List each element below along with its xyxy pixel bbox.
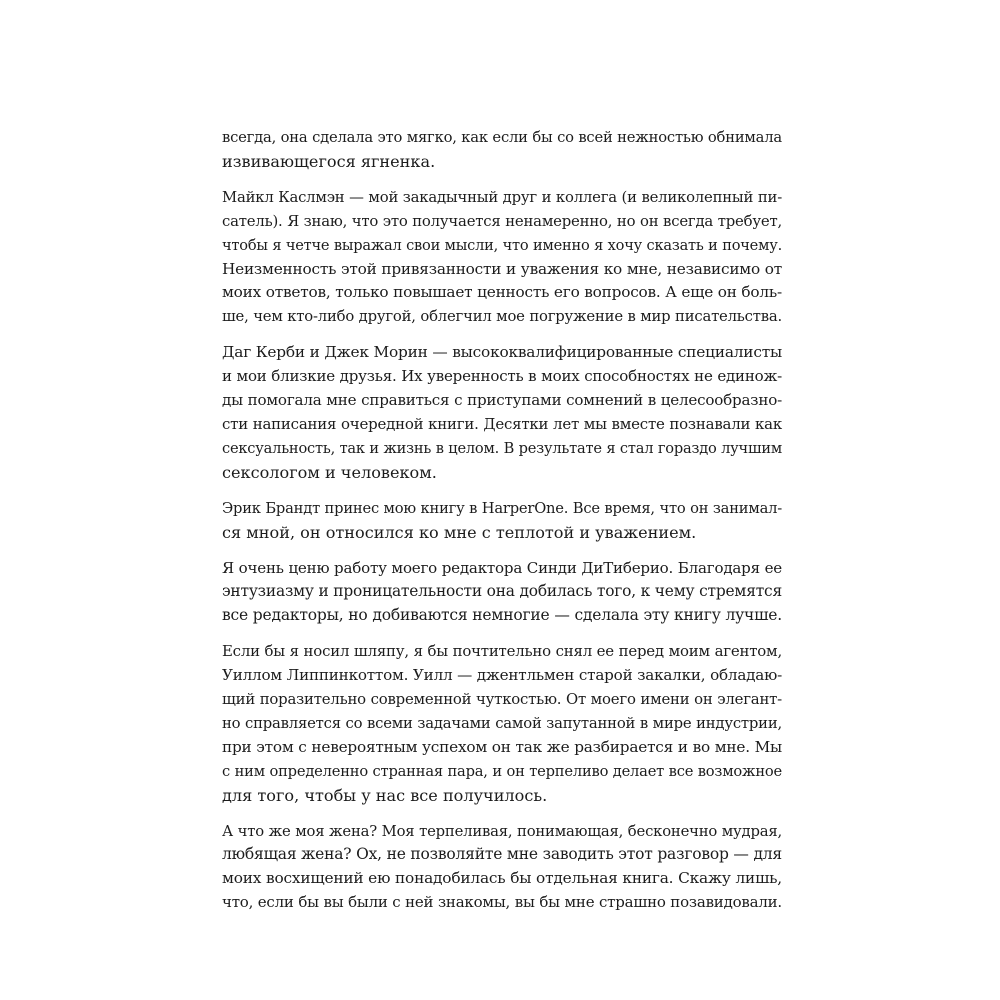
text-line: щий поразительно современной чуткостью. От моего имени он элегант- [222,690,782,709]
text-line: но справляется со всеми задачами самой запутанной в мире индустрии, [222,714,782,732]
text-line: энтузиазму и проницательности она добилась того, к чему стремятся [222,582,782,601]
paragraph [222,186,782,329]
text-line: сатель). Я знаю, что это получается ненамеренно, но он всегда требует, [222,211,782,230]
paragraph [222,820,782,916]
text-line: моих ответов, только повышает ценность его вопросов. А еще он боль- [222,283,782,302]
text-line: чтобы я четче выражал свои мысли, что именно я хочу сказать и почему. [222,236,782,254]
text-line: моих восхищений ею понадобилась бы отдельная книга. Скажу лишь, [222,869,782,888]
text-block [222,126,782,927]
paragraph [222,497,782,545]
text-line: Эрик Брандт принес мою книгу в HarperOne. Все время, что он занимал- [222,499,782,517]
text-line: для того, чтобы у нас все получилось. [222,785,548,805]
text-line: и мои близкие друзья. Их уверенность в моих способностях не единож- [222,367,782,386]
text-line: ше, чем кто-либо другой, облегчил мое погружение в мир писательства. [222,308,782,326]
paragraph [222,126,782,174]
text-line: всегда, она сделала это мягко, как если бы со всей нежностью обнимала [222,129,782,146]
text-line: ды помогала мне справиться с приступами сомнений в целесообразно- [222,391,782,410]
text-line: Даг Керби и Джек Морин — высококвалифицированные специалисты [222,343,782,362]
text-line: Майкл Каслмэн — мой закадычный друг и коллега (и великолепный пи- [222,188,782,206]
text-line: сексологом и человеком. [222,462,437,482]
text-line: Я очень ценю работу моего редактора Синди ДиТиберио. Благодаря ее [222,558,782,577]
paragraph [222,640,782,807]
text-line: с ним определенно странная пара, и он терпеливо делает все возможное [222,762,782,780]
text-line: все редакторы, но добиваются немногие — сделала эту книгу лучше. [222,606,782,625]
text-line: А что же моя жена? Моя терпеливая, понимающая, бесконечно мудрая, [222,822,782,840]
text-line: извивающегося ягненка. [222,151,436,171]
text-line: ся мной, он относился ко мне с теплотой и уважением. [222,522,697,542]
text-line: Уиллом Липпинкоттом. Уилл — джентльмен старой закалки, обладаю- [222,666,782,685]
text-line: что, если бы вы были с ней знакомы, вы бы мне страшно позавидовали. [222,893,782,912]
paragraph [222,341,782,484]
text-line: Если бы я носил шляпу, я бы почтительно снял ее перед моим агентом, [222,642,782,661]
text-line: сти написания очередной книги. Десятки лет мы вместе познавали как [222,414,782,433]
paragraph [222,557,782,629]
text-line: при этом с невероятным успехом он так же разбирается и во мне. Мы [222,737,782,756]
text-line: сексуальность, так и жизнь в целом. В результате я стал гораздо лучшим [222,439,782,457]
text-line: Неизменность этой привязанности и уважения ко мне, независимо от [222,259,782,278]
text-line: любящая жена? Ох, не позволяйте мне заводить этот разговор — для [222,845,782,864]
